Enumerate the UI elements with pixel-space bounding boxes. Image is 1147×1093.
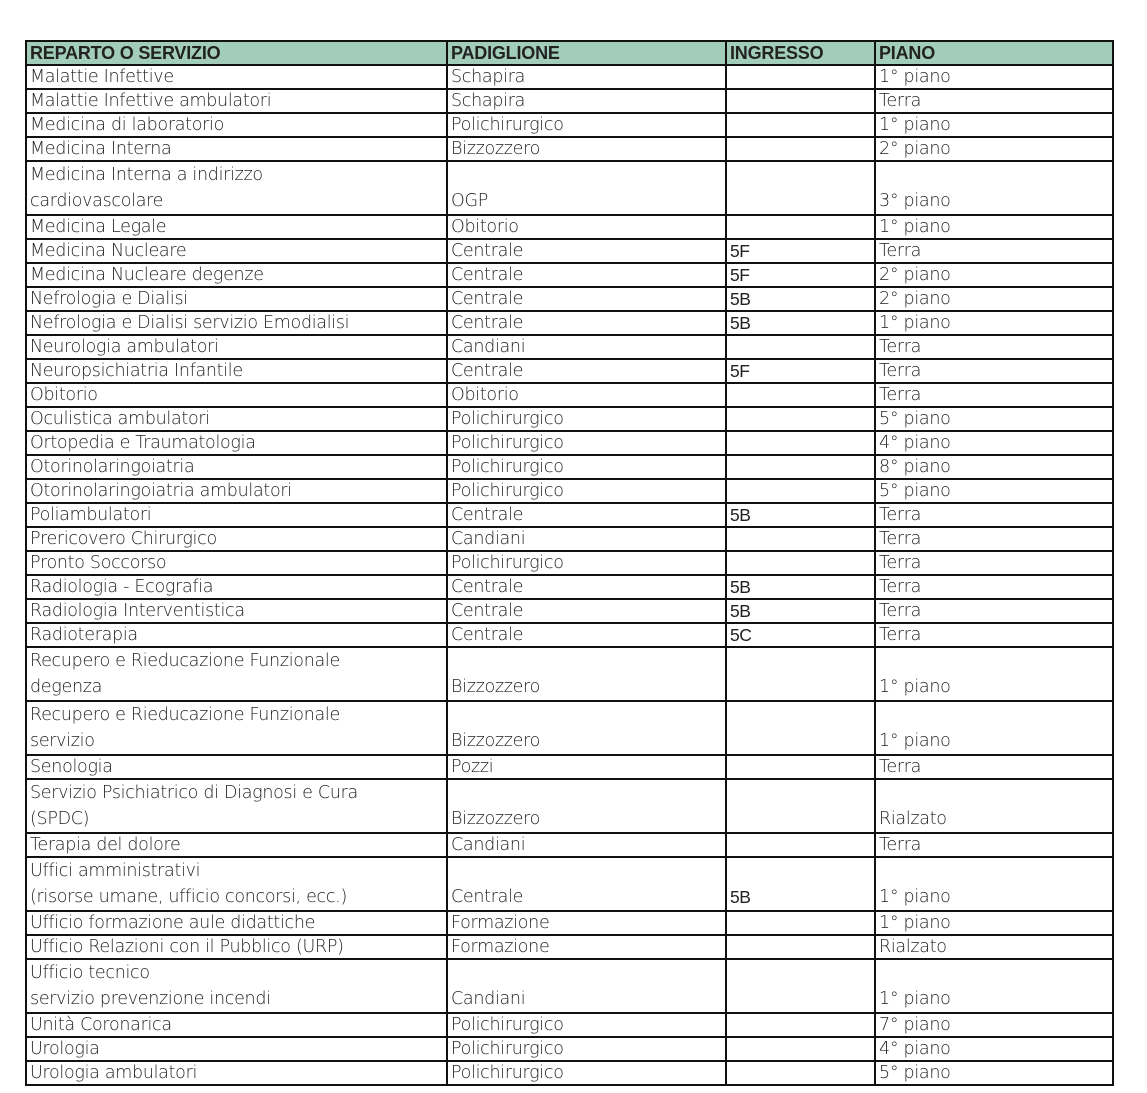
cell-reparto bbox=[26, 431, 447, 455]
cell-reparto bbox=[26, 551, 447, 575]
cell-ingresso bbox=[726, 935, 875, 959]
cell-reparto-line: Recupero e Rieducazione Funzionale bbox=[30, 705, 340, 725]
table-row bbox=[26, 575, 1113, 599]
cell-padiglione: Centrale bbox=[447, 287, 726, 311]
cell-piano: Terra bbox=[875, 551, 1113, 575]
table-row bbox=[26, 1037, 1113, 1061]
cell-padiglione: Obitorio bbox=[447, 383, 726, 407]
table-row bbox=[26, 1013, 1113, 1037]
cell-reparto bbox=[26, 407, 447, 431]
cell-padiglione: Centrale bbox=[447, 311, 726, 335]
table-row bbox=[26, 701, 1113, 755]
table-row bbox=[26, 113, 1113, 137]
cell-reparto-text: Medicina di laboratorio bbox=[30, 115, 224, 135]
cell-reparto-line: Ufficio tecnico bbox=[30, 963, 150, 983]
cell-reparto bbox=[26, 833, 447, 857]
cell-padiglione: Bizzozzero bbox=[447, 647, 726, 701]
cell-reparto bbox=[26, 935, 447, 959]
table-row bbox=[26, 263, 1113, 287]
cell-padiglione: Formazione bbox=[447, 911, 726, 935]
cell-reparto-text: Otorinolaringoiatria ambulatori bbox=[30, 481, 292, 501]
table-row bbox=[26, 479, 1113, 503]
cell-reparto-text: Otorinolaringoiatria bbox=[30, 457, 195, 477]
cell-reparto-line: cardiovascolare bbox=[30, 191, 164, 211]
cell-reparto bbox=[26, 527, 447, 551]
cell-ingresso: 5B bbox=[726, 287, 875, 311]
cell-padiglione: Centrale bbox=[447, 857, 726, 911]
cell-reparto-text: Malattie Infettive bbox=[30, 67, 174, 87]
table-row bbox=[26, 287, 1113, 311]
cell-ingresso bbox=[726, 911, 875, 935]
cell-ingresso bbox=[726, 833, 875, 857]
cell-piano: 5° piano bbox=[875, 407, 1113, 431]
cell-reparto bbox=[26, 311, 447, 335]
cell-padiglione: Bizzozzero bbox=[447, 779, 726, 833]
cell-reparto bbox=[26, 89, 447, 113]
cell-padiglione: Pozzi bbox=[447, 755, 726, 779]
cell-reparto-line: Servizio Psichiatrico di Diagnosi e Cura bbox=[30, 783, 358, 803]
cell-reparto bbox=[26, 701, 447, 755]
table-header-row bbox=[26, 41, 1113, 65]
cell-ingresso bbox=[726, 335, 875, 359]
departments-table bbox=[25, 40, 1114, 1086]
cell-reparto bbox=[26, 575, 447, 599]
cell-padiglione: Candiani bbox=[447, 527, 726, 551]
cell-padiglione: Polichirurgico bbox=[447, 1037, 726, 1061]
cell-padiglione: Bizzozzero bbox=[447, 701, 726, 755]
table-row bbox=[26, 833, 1113, 857]
cell-reparto-text: Urologia ambulatori bbox=[30, 1063, 198, 1083]
cell-piano: Terra bbox=[875, 503, 1113, 527]
cell-piano: 5° piano bbox=[875, 1061, 1113, 1085]
cell-ingresso bbox=[726, 137, 875, 161]
cell-piano: 2° piano bbox=[875, 263, 1113, 287]
cell-reparto-text: Medicina Legale bbox=[30, 217, 167, 237]
cell-piano: 1° piano bbox=[875, 113, 1113, 137]
cell-piano: 1° piano bbox=[875, 701, 1113, 755]
cell-reparto bbox=[26, 959, 447, 1013]
cell-ingresso: 5C bbox=[726, 623, 875, 647]
cell-ingresso bbox=[726, 479, 875, 503]
cell-reparto-line: servizio prevenzione incendi bbox=[30, 989, 271, 1009]
cell-padiglione: Polichirurgico bbox=[447, 113, 726, 137]
cell-reparto-text: Ortopedia e Traumatologia bbox=[30, 433, 256, 453]
cell-reparto-text: Ufficio Relazioni con il Pubblico (URP) bbox=[30, 937, 344, 957]
cell-padiglione: Centrale bbox=[447, 599, 726, 623]
cell-padiglione: Polichirurgico bbox=[447, 479, 726, 503]
table-row bbox=[26, 623, 1113, 647]
cell-reparto bbox=[26, 911, 447, 935]
cell-ingresso bbox=[726, 527, 875, 551]
cell-ingresso bbox=[726, 407, 875, 431]
cell-ingresso: 5F bbox=[726, 263, 875, 287]
cell-ingresso bbox=[726, 959, 875, 1013]
cell-padiglione: OGP bbox=[447, 161, 726, 215]
cell-ingresso: 5B bbox=[726, 503, 875, 527]
cell-ingresso bbox=[726, 1013, 875, 1037]
cell-reparto bbox=[26, 455, 447, 479]
cell-ingresso bbox=[726, 455, 875, 479]
cell-reparto bbox=[26, 1013, 447, 1037]
cell-padiglione: Centrale bbox=[447, 239, 726, 263]
table-row bbox=[26, 407, 1113, 431]
cell-ingresso bbox=[726, 1061, 875, 1085]
header-reparto: REPARTO O SERVIZIO bbox=[26, 41, 447, 65]
cell-ingresso: 5B bbox=[726, 599, 875, 623]
cell-ingresso bbox=[726, 431, 875, 455]
header-piano: PIANO bbox=[875, 41, 1113, 65]
cell-piano: 2° piano bbox=[875, 287, 1113, 311]
cell-ingresso bbox=[726, 113, 875, 137]
header-ingresso: INGRESSO bbox=[726, 41, 875, 65]
cell-ingresso: 5B bbox=[726, 311, 875, 335]
cell-reparto-text: Obitorio bbox=[30, 385, 98, 405]
cell-reparto-text: Pronto Soccorso bbox=[30, 553, 167, 573]
cell-padiglione: Obitorio bbox=[447, 215, 726, 239]
table-row bbox=[26, 911, 1113, 935]
cell-reparto-text: Prericovero Chirurgico bbox=[30, 529, 217, 549]
table-row bbox=[26, 551, 1113, 575]
table-row bbox=[26, 89, 1113, 113]
table-body bbox=[26, 65, 1113, 1085]
cell-ingresso bbox=[726, 383, 875, 407]
cell-padiglione: Polichirurgico bbox=[447, 551, 726, 575]
cell-ingresso bbox=[726, 215, 875, 239]
cell-reparto-line: Uffici amministrativi bbox=[30, 861, 201, 881]
cell-piano: Terra bbox=[875, 575, 1113, 599]
table-row bbox=[26, 527, 1113, 551]
cell-padiglione: Candiani bbox=[447, 335, 726, 359]
cell-reparto-text: Radiologia Interventistica bbox=[30, 601, 245, 621]
cell-reparto bbox=[26, 503, 447, 527]
cell-ingresso: 5B bbox=[726, 857, 875, 911]
cell-ingresso bbox=[726, 1037, 875, 1061]
cell-piano: 2° piano bbox=[875, 137, 1113, 161]
cell-reparto-text: Medicina Nucleare bbox=[30, 241, 187, 261]
cell-piano: 1° piano bbox=[875, 911, 1113, 935]
cell-ingresso bbox=[726, 701, 875, 755]
cell-reparto-text: Medicina Nucleare degenze bbox=[30, 265, 264, 285]
table-row bbox=[26, 335, 1113, 359]
table-row bbox=[26, 1061, 1113, 1085]
cell-piano: Terra bbox=[875, 383, 1113, 407]
table-row bbox=[26, 959, 1113, 1013]
cell-reparto bbox=[26, 161, 447, 215]
cell-piano: 1° piano bbox=[875, 311, 1113, 335]
table-row bbox=[26, 137, 1113, 161]
cell-ingresso bbox=[726, 161, 875, 215]
cell-reparto-text: Terapia del dolore bbox=[30, 835, 181, 855]
cell-reparto bbox=[26, 359, 447, 383]
cell-padiglione: Centrale bbox=[447, 503, 726, 527]
cell-piano: 7° piano bbox=[875, 1013, 1113, 1037]
cell-piano: Terra bbox=[875, 755, 1113, 779]
cell-reparto-text: Radiologia - Ecografia bbox=[30, 577, 214, 597]
cell-reparto bbox=[26, 599, 447, 623]
cell-piano: Terra bbox=[875, 833, 1113, 857]
table-row bbox=[26, 503, 1113, 527]
table-row bbox=[26, 857, 1113, 911]
cell-piano: 3° piano bbox=[875, 161, 1113, 215]
cell-padiglione: Schapira bbox=[447, 89, 726, 113]
cell-ingresso: 5F bbox=[726, 239, 875, 263]
cell-reparto-text: Medicina Interna bbox=[30, 139, 172, 159]
cell-reparto-text: Neuropsichiatria Infantile bbox=[30, 361, 243, 381]
cell-reparto bbox=[26, 1061, 447, 1085]
cell-ingresso bbox=[726, 755, 875, 779]
cell-padiglione: Polichirurgico bbox=[447, 1061, 726, 1085]
cell-padiglione: Polichirurgico bbox=[447, 1013, 726, 1037]
cell-piano: 1° piano bbox=[875, 647, 1113, 701]
header-padiglione: PADIGLIONE bbox=[447, 41, 726, 65]
cell-reparto bbox=[26, 479, 447, 503]
cell-reparto-line: Medicina Interna a indirizzo bbox=[30, 165, 263, 185]
cell-reparto-line: (SPDC) bbox=[30, 809, 90, 829]
cell-reparto bbox=[26, 623, 447, 647]
cell-reparto-line: Recupero e Rieducazione Funzionale bbox=[30, 651, 340, 671]
cell-piano: 4° piano bbox=[875, 431, 1113, 455]
cell-piano: 1° piano bbox=[875, 959, 1113, 1013]
cell-reparto-text: Oculistica ambulatori bbox=[30, 409, 210, 429]
cell-ingresso bbox=[726, 779, 875, 833]
cell-piano: 4° piano bbox=[875, 1037, 1113, 1061]
cell-reparto-text: Poliambulatori bbox=[30, 505, 152, 525]
table-row bbox=[26, 161, 1113, 215]
cell-reparto-line: degenza bbox=[30, 677, 103, 697]
table-row bbox=[26, 647, 1113, 701]
cell-reparto-text: Urologia bbox=[30, 1039, 100, 1059]
cell-piano: Terra bbox=[875, 89, 1113, 113]
cell-padiglione: Candiani bbox=[447, 833, 726, 857]
cell-piano: Terra bbox=[875, 527, 1113, 551]
cell-reparto bbox=[26, 239, 447, 263]
cell-padiglione: Candiani bbox=[447, 959, 726, 1013]
cell-padiglione: Polichirurgico bbox=[447, 455, 726, 479]
cell-piano: 8° piano bbox=[875, 455, 1113, 479]
cell-reparto bbox=[26, 215, 447, 239]
cell-reparto bbox=[26, 857, 447, 911]
cell-padiglione: Centrale bbox=[447, 359, 726, 383]
cell-reparto bbox=[26, 647, 447, 701]
cell-reparto bbox=[26, 263, 447, 287]
table-row bbox=[26, 935, 1113, 959]
cell-piano: 1° piano bbox=[875, 857, 1113, 911]
table-row bbox=[26, 359, 1113, 383]
cell-padiglione: Centrale bbox=[447, 575, 726, 599]
cell-padiglione: Schapira bbox=[447, 65, 726, 89]
cell-padiglione: Centrale bbox=[447, 263, 726, 287]
cell-piano: Terra bbox=[875, 359, 1113, 383]
table-row bbox=[26, 239, 1113, 263]
cell-reparto bbox=[26, 1037, 447, 1061]
cell-piano: Rialzato bbox=[875, 935, 1113, 959]
cell-padiglione: Bizzozzero bbox=[447, 137, 726, 161]
cell-reparto bbox=[26, 779, 447, 833]
table-row bbox=[26, 599, 1113, 623]
cell-reparto-text: Nefrologia e Dialisi servizio Emodialisi bbox=[30, 313, 350, 333]
cell-reparto bbox=[26, 137, 447, 161]
cell-piano: Terra bbox=[875, 599, 1113, 623]
table-row bbox=[26, 383, 1113, 407]
cell-padiglione: Centrale bbox=[447, 623, 726, 647]
table-row bbox=[26, 431, 1113, 455]
cell-reparto bbox=[26, 65, 447, 89]
table-row bbox=[26, 65, 1113, 89]
cell-ingresso bbox=[726, 65, 875, 89]
cell-piano: Terra bbox=[875, 335, 1113, 359]
cell-reparto bbox=[26, 287, 447, 311]
cell-reparto-text: Senologia bbox=[30, 757, 113, 777]
cell-reparto-text: Nefrologia e Dialisi bbox=[30, 289, 188, 309]
cell-reparto-line: (risorse umane, ufficio concorsi, ecc.) bbox=[30, 887, 347, 907]
cell-piano: 5° piano bbox=[875, 479, 1113, 503]
cell-reparto bbox=[26, 335, 447, 359]
table-row bbox=[26, 311, 1113, 335]
cell-piano: Terra bbox=[875, 239, 1113, 263]
cell-padiglione: Polichirurgico bbox=[447, 431, 726, 455]
cell-reparto-text: Malattie Infettive ambulatori bbox=[30, 91, 272, 111]
table-row bbox=[26, 455, 1113, 479]
cell-piano: Terra bbox=[875, 623, 1113, 647]
cell-padiglione: Polichirurgico bbox=[447, 407, 726, 431]
cell-ingresso: 5F bbox=[726, 359, 875, 383]
cell-ingresso bbox=[726, 89, 875, 113]
cell-reparto-text: Ufficio formazione aule didattiche bbox=[30, 913, 316, 933]
cell-reparto-text: Neurologia ambulatori bbox=[30, 337, 219, 357]
cell-reparto-line: servizio bbox=[30, 731, 95, 751]
cell-ingresso: 5B bbox=[726, 575, 875, 599]
table-row bbox=[26, 779, 1113, 833]
cell-piano: Rialzato bbox=[875, 779, 1113, 833]
cell-reparto bbox=[26, 755, 447, 779]
cell-reparto-text: Radioterapia bbox=[30, 625, 138, 645]
cell-piano: 1° piano bbox=[875, 215, 1113, 239]
cell-ingresso bbox=[726, 551, 875, 575]
cell-reparto bbox=[26, 113, 447, 137]
cell-ingresso bbox=[726, 647, 875, 701]
cell-reparto bbox=[26, 383, 447, 407]
table-row bbox=[26, 755, 1113, 779]
cell-reparto-text: Unità Coronarica bbox=[30, 1015, 172, 1035]
cell-padiglione: Formazione bbox=[447, 935, 726, 959]
cell-piano: 1° piano bbox=[875, 65, 1113, 89]
table-row bbox=[26, 215, 1113, 239]
